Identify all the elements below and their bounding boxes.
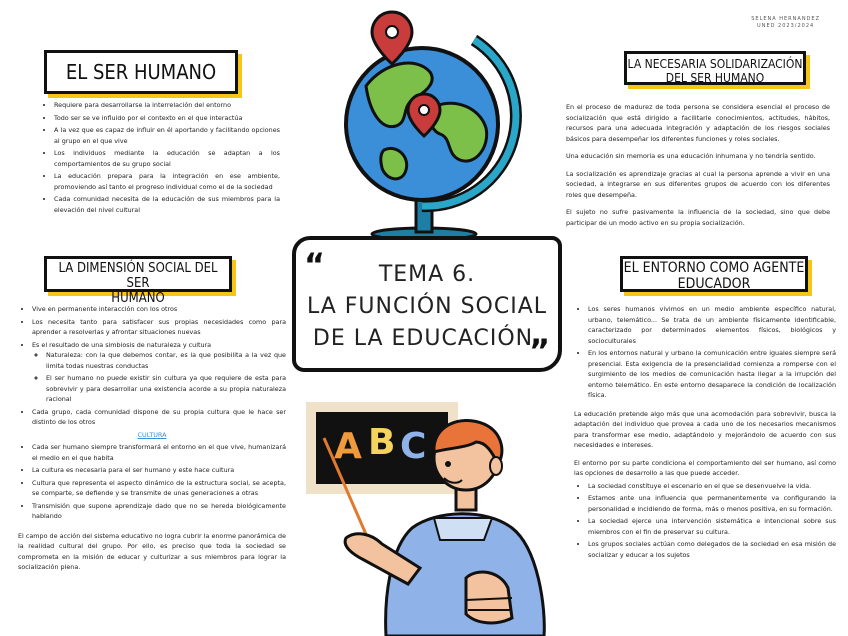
quote-open-icon: “ [304,246,326,284]
board-letter-b: B [368,422,396,463]
heading-line: EDUCADOR [677,276,751,292]
list-item: • Los individuos mediante la educación se adaptan a los comportamientos de su grupo social [54,148,280,169]
heading-line: DEL SER HUMANO [665,71,765,85]
list-item: • Cada comunidad necesita de la educación de sus miembros para la elevación del nivel cultural [54,194,280,215]
list-item: • Vive en permanente interacción con los otros [32,304,286,315]
author-name: SELENA HERNANDEZ [751,16,820,22]
list-item: • Transmisión que supone aprendizaje dado que no se hereda biológicamente hablando [32,501,286,522]
solidarizacion-section [566,102,830,235]
list-item: • La sociedad constituye el escenario en el que se desenvuelve la vida. [588,481,836,492]
list-item: • A la vez que es capaz de influir en él aportando y facilitando opciones al grupo en el que vive [54,125,280,146]
board-letter-a: A [334,426,362,467]
entorno-sub-list [574,481,836,561]
paragraph: La educación pretende algo más que una acomodación para sobrevivir, busca la adaptación del individuo que provea a cada uno de los necesarios mecanismos para transformar ese medio, adaptándolo y mejorándolo de acuerdo con sus necesidades e intereses. [574,409,836,449]
paragraph: El entorno por su parte condiciona el comportamiento del ser humano, así como las opciones de desarrollo a las que puede acceder. [574,458,836,477]
author-credit [751,16,820,30]
list-item: • En los entornos natural y urbano la comunicación entre iguales siempre será presencial. Esta exigencia de la presencialidad comienza a romperse con el surgimiento de los medios de comunicación hasta llegar a la irrupción del entorno telemático. En este entorno desaparece la condición de localización física. [588,348,836,401]
section-heading-solidarizacion [624,51,806,85]
list-item: • Todo ser se ve influido por el contexto en el que interactúa [54,113,280,124]
dimension-social-section [18,304,286,580]
ser-humano-section [40,100,280,217]
sub-list-item: ◦ El ser humano no puede existir sin cultura ya que requiere de esta para sobrevivir y para desarrollar una existencia acorde a su propia naturaleza racional [46,373,286,405]
section-heading-dimension-social [44,256,232,306]
paragraph: En el proceso de madurez de toda persona se considera esencial el proceso de socialización que está dirigido a facilitarle conocimientos, actitudes, hábitos, recursos para una adecuada integración y adaptación de los riesgos sociales básicos para desempeñar los diferentes funciones y roles sociales. [566,103,830,143]
list-item: • Los necesita tanto para satisfacer sus propias necesidades como para aprender a resolverlas y afrontar situaciones nuevas [32,317,286,338]
list-item: • Los grupos sociales actúan como delegados de la sociedad en esa misión de socializar y educar a los sujetos [588,539,836,560]
author-course: UNED 2023/2024 [757,23,815,29]
list-item: • La educación prepara para la integración en ese ambiente, promoviendo así tanto el progreso individual como el de la sociedad [54,171,280,192]
heading-line: LA DIMENSIÓN SOCIAL DEL SER [58,261,218,291]
title-line: TEMA 6. [378,262,476,287]
paragraph: El sujeto no sufre pasivamente la influencia de la sociedad, sino que debe participar de un modo activo en su propia socialización. [566,208,830,227]
entorno-section [574,304,836,562]
cultura-list [18,442,286,522]
list-item: • Estamos ante una influencia que permanentemente va configurando la personalidad e incidiendo de forma, más o menos positiva, en su formación. [588,493,836,514]
entorno-list [574,304,836,401]
sub-list [32,350,286,405]
heading-line: LA NECESARIA SOLIDARIZACIÓN [627,57,803,71]
list-item: • Los seres humanos vivimos en un medio ambiente específico natural, urbano, telemático... Se trata de un ambiente físicamente identificable, caracterizado por determinados elementos físicos, biológicos y socioculturales [588,304,836,346]
teacher-illustration [316,418,552,636]
list-item: • Requiere para desarrollarse la interrelación del entorno [54,100,280,111]
dimension-social-list [18,304,286,428]
quote-close-icon: ” [528,332,550,370]
heading-line: HUMANO [111,291,165,306]
section-heading-entorno [620,256,808,292]
list-item: • Cada grupo, cada comunidad dispone de su propia cultura que le hace ser distinto de los otros [32,407,286,428]
section-heading-ser-humano: EL SER HUMANO [44,50,238,94]
title-line: DE LA EDUCACIÓN. [312,326,542,351]
ser-humano-list [40,100,280,215]
list-item: • Cultura que representa el aspecto dinámico de la estructura social, se acepta, se comparte, se defiende y se transmite de unas generaciones a otras [32,478,286,499]
sub-list-item: ◦ Naturaleza: con la que debemos contar, es la que posibilita a la vez que limita todas nuestras conductas [46,350,286,371]
closing-paragraph: El campo de acción del sistema educativo no logra cubrir la enorme panorámica de la realidad cultural del grupo. Por ello, es preciso que toda la sociedad se comprometa en la misión de educar y culturizar a sus miembros para lograr la socialización plena. [18,531,286,571]
globe-icon [326,10,522,242]
list-item: • La cultura es necesaria para el ser humano y este hace cultura [32,465,286,476]
list-item: • La sociedad ejerce una intervención sistemática e intencional sobre sus miembros con el fin de preservar su cultura. [588,516,836,537]
list-item: • Cada ser humano siempre transformará el entorno en el que vive, humanizará el medio en el que habita [32,442,286,463]
paragraph: La socialización es aprendizaje gracias al cual la persona aprende a vivir en una sociedad, a integrarse en sus diferentes grupos de acuerdo con los diferentes roles que desempeña. [566,169,830,199]
cultura-heading: CULTURA [137,430,167,439]
main-title-box [292,236,562,372]
heading-line: EL ENTORNO COMO AGENTE [623,260,805,276]
list-item [32,340,286,405]
title-line: LA FUNCIÓN SOCIAL [306,294,548,319]
list-item-text: Es el resultado de una simbiosis de naturaleza y cultura [32,340,212,349]
paragraph: Una educación sin memoria es una educación inhumana y no tendría sentido. [566,152,816,160]
board-letter-c: C [400,426,427,467]
